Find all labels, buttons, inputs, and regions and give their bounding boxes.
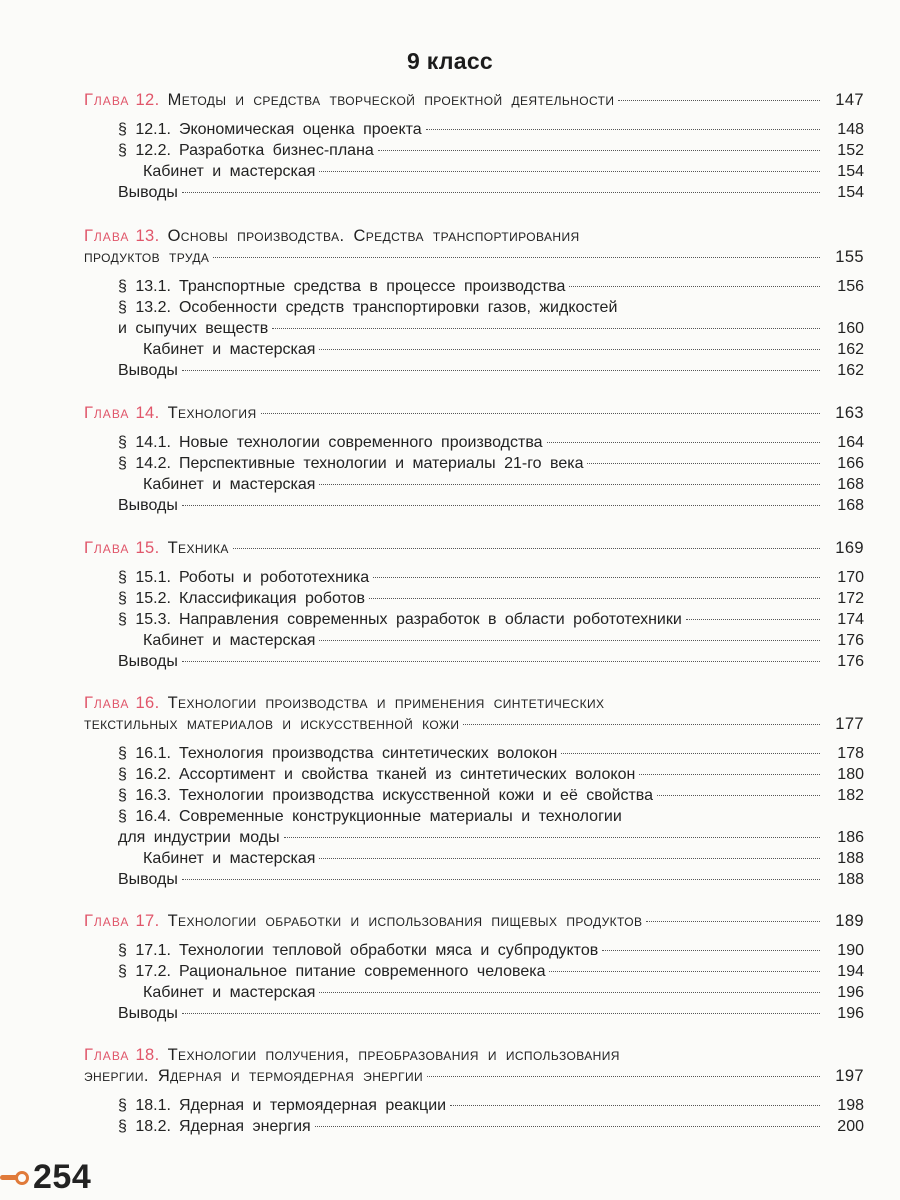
item-title: Кабинет и мастерская	[143, 850, 316, 867]
item-title: Современные конструкционные материалы и технологии	[178, 808, 622, 825]
dot-leader	[233, 548, 820, 549]
toc-item[interactable]	[84, 743, 864, 764]
item-title: Разработка бизнес-плана	[178, 142, 374, 159]
paragraph-number: § 14.2.	[118, 455, 171, 472]
paragraph-number: § 18.1.	[118, 1097, 171, 1114]
item-title: Выводы	[118, 871, 178, 888]
paragraph-number: § 13.2.	[118, 299, 171, 316]
item-title: Кабинет и мастерская	[143, 984, 316, 1001]
page-number-text: 254	[33, 1158, 92, 1196]
item-title: Кабинет и мастерская	[143, 163, 316, 180]
item-title: Кабинет и мастерская	[143, 632, 316, 649]
chapter-heading[interactable]	[84, 90, 864, 111]
page-ref: 172	[837, 590, 864, 607]
dot-leader	[657, 795, 820, 796]
chapter-18	[84, 1045, 864, 1137]
dot-leader	[369, 598, 820, 599]
chapter-number: 16.	[135, 694, 160, 712]
paragraph-number: § 18.2.	[118, 1118, 171, 1135]
toc-item[interactable]	[84, 140, 864, 161]
dot-leader	[686, 619, 820, 620]
item-title: Экономическая оценка проекта	[178, 121, 422, 138]
page-ref: 168	[837, 476, 864, 493]
chapter-number: 14.	[135, 404, 160, 422]
toc-item[interactable]	[84, 297, 864, 318]
toc-item[interactable]	[84, 432, 864, 453]
dot-leader	[182, 370, 820, 371]
chapter-number: 15.	[135, 539, 160, 557]
item-title: Выводы	[118, 184, 178, 201]
dot-leader	[561, 753, 820, 754]
page-ref: 200	[837, 1118, 864, 1135]
toc-item[interactable]	[84, 785, 864, 806]
chapter-title: Технологии производства и применения синтетических	[167, 694, 605, 712]
chapter-title: Техника	[167, 539, 229, 557]
toc-item[interactable]	[84, 940, 864, 961]
dot-leader	[618, 100, 820, 101]
item-title: Особенности средств транспортировки газов, жидкостей	[178, 299, 618, 316]
dot-leader	[182, 1013, 820, 1014]
paragraph-number: § 16.2.	[118, 766, 171, 783]
dot-leader	[319, 858, 820, 859]
dot-leader	[463, 724, 820, 725]
chapter-word: Глава	[84, 912, 130, 930]
page-ref: 169	[835, 539, 864, 557]
item-title: Ассортимент и свойства тканей из синтетических волокон	[178, 766, 636, 783]
chapter-heading[interactable]	[84, 693, 864, 714]
chapter-heading[interactable]	[84, 226, 864, 247]
page-ref: 196	[837, 984, 864, 1001]
item-title: Роботы и робототехника	[178, 569, 370, 586]
chapter-heading[interactable]	[84, 911, 864, 932]
chapter-14	[84, 403, 864, 516]
page-ref: 154	[837, 163, 864, 180]
chapter-number: 17.	[135, 912, 160, 930]
dot-leader	[426, 129, 820, 130]
page-ref: 188	[837, 871, 864, 888]
conclusions-item[interactable]	[84, 182, 864, 203]
chapter-heading[interactable]	[84, 1045, 864, 1066]
dot-leader	[569, 286, 820, 287]
dot-leader	[427, 1076, 820, 1077]
paragraph-number: § 14.1.	[118, 434, 171, 451]
paragraph-number: § 16.1.	[118, 745, 171, 762]
toc-item[interactable]	[84, 474, 864, 495]
chapter-15	[84, 538, 864, 672]
toc-item[interactable]	[84, 1095, 864, 1116]
paragraph-number: § 13.1.	[118, 278, 171, 295]
toc-item[interactable]	[84, 630, 864, 651]
chapter-word: Глава	[84, 539, 130, 557]
item-title: Ядерная энергия	[178, 1118, 311, 1135]
page-ref: 168	[837, 497, 864, 514]
page-ref: 166	[837, 455, 864, 472]
toc-item-cont[interactable]	[84, 318, 864, 339]
toc-item[interactable]	[84, 961, 864, 982]
page-ref: 170	[837, 569, 864, 586]
chapter-heading[interactable]	[84, 538, 864, 559]
chapter-heading[interactable]	[84, 403, 864, 424]
page-ref: 194	[837, 963, 864, 980]
dot-leader	[182, 879, 820, 880]
page-ref: 188	[837, 850, 864, 867]
dot-leader	[315, 1126, 820, 1127]
page-ref: 160	[837, 320, 864, 337]
paragraph-number: § 16.3.	[118, 787, 171, 804]
item-title: Технологии тепловой обработки мяса и субпродуктов	[178, 942, 599, 959]
chapter-heading-cont[interactable]	[84, 714, 864, 735]
chapter-title: Методы и средства творческой проектной деятельности	[167, 91, 615, 109]
toc-item[interactable]	[84, 453, 864, 474]
dot-leader	[182, 192, 820, 193]
conclusions-item[interactable]	[84, 651, 864, 672]
dot-leader	[319, 171, 820, 172]
dot-leader	[602, 950, 820, 951]
page-ref: 182	[837, 787, 864, 804]
chapter-17	[84, 911, 864, 1024]
page-ref: 178	[837, 745, 864, 762]
page-ref: 154	[837, 184, 864, 201]
chapter-title: Технология	[167, 404, 257, 422]
item-title: Классификация роботов	[178, 590, 366, 607]
dot-leader	[547, 442, 820, 443]
toc-item[interactable]	[84, 764, 864, 785]
page-ref: 189	[835, 912, 864, 930]
dot-leader	[587, 463, 820, 464]
chapter-word: Глава	[84, 404, 130, 422]
conclusions-item[interactable]	[84, 869, 864, 890]
page-ref: 164	[837, 434, 864, 451]
page-marker-circle-icon	[15, 1171, 29, 1185]
page-ref: 156	[837, 278, 864, 295]
toc-item[interactable]	[84, 339, 864, 360]
page-ref: 155	[835, 248, 864, 266]
paragraph-number: § 16.4.	[118, 808, 171, 825]
conclusions-item[interactable]	[84, 1003, 864, 1024]
toc-item[interactable]	[84, 161, 864, 182]
toc-item[interactable]	[84, 609, 864, 630]
page-ref: 176	[837, 632, 864, 649]
page-ref: 197	[835, 1067, 864, 1085]
dot-leader	[378, 150, 820, 151]
chapter-13	[84, 226, 864, 381]
item-title: Выводы	[118, 497, 178, 514]
item-title: Технология производства синтетических волокон	[178, 745, 558, 762]
chapter-title: Технологии получения, преобразования и использования	[167, 1046, 620, 1064]
dot-leader	[261, 413, 820, 414]
dot-leader	[450, 1105, 820, 1106]
item-title: Выводы	[118, 1005, 178, 1022]
item-title: Выводы	[118, 653, 178, 670]
dot-leader	[182, 661, 820, 662]
page-ref: 148	[837, 121, 864, 138]
page-ref: 190	[837, 942, 864, 959]
page-ref: 162	[837, 362, 864, 379]
dot-leader	[319, 992, 820, 993]
dot-leader	[549, 971, 820, 972]
chapter-12	[84, 90, 864, 203]
toc-item[interactable]	[84, 567, 864, 588]
page-ref: 176	[837, 653, 864, 670]
dot-leader	[319, 640, 820, 641]
toc-item[interactable]	[84, 588, 864, 609]
page-ref: 186	[837, 829, 864, 846]
dot-leader	[319, 484, 820, 485]
chapter-word: Глава	[84, 91, 130, 109]
page-ref: 177	[835, 715, 864, 733]
chapter-number: 12.	[135, 91, 160, 109]
toc-item[interactable]	[84, 806, 864, 827]
page-ref: 174	[837, 611, 864, 628]
page-ref: 163	[835, 404, 864, 422]
dot-leader	[284, 837, 820, 838]
chapter-word: Глава	[84, 694, 130, 712]
dot-leader	[182, 505, 820, 506]
item-title: Направления современных разработок в области робототехники	[178, 611, 682, 628]
item-title: Ядерная и термоядерная реакции	[178, 1097, 447, 1114]
chapter-title-cont: текстильных материалов и искусственной кожи	[84, 715, 460, 733]
toc-item[interactable]	[84, 276, 864, 297]
chapter-title: Основы производства. Средства транспортирования	[167, 227, 580, 245]
paragraph-number: § 12.1.	[118, 121, 171, 138]
item-title: Новые технологии современного производства	[178, 434, 543, 451]
item-title: Технологии производства искусственной кожи и её свойства	[178, 787, 653, 804]
item-title: Кабинет и мастерская	[143, 476, 316, 493]
item-title: Транспортные средства в процессе производства	[178, 278, 566, 295]
page-ref: 147	[835, 91, 864, 109]
toc-item[interactable]	[84, 848, 864, 869]
item-title: Кабинет и мастерская	[143, 341, 316, 358]
toc-item[interactable]	[84, 982, 864, 1003]
chapter-number: 13.	[135, 227, 160, 245]
paragraph-number: § 12.2.	[118, 142, 171, 159]
paragraph-number: § 15.2.	[118, 590, 171, 607]
dot-leader	[319, 349, 820, 350]
toc-item[interactable]	[84, 119, 864, 140]
item-title: Перспективные технологии и материалы 21-го века	[178, 455, 584, 472]
toc-item-cont[interactable]	[84, 827, 864, 848]
item-title: Выводы	[118, 362, 178, 379]
dot-leader	[639, 774, 820, 775]
chapter-heading-cont[interactable]	[84, 1066, 864, 1087]
chapter-number: 18.	[135, 1046, 160, 1064]
dot-leader	[272, 328, 820, 329]
item-title: Рациональное питание современного человека	[178, 963, 546, 980]
page-number	[0, 1158, 91, 1197]
page-ref: 180	[837, 766, 864, 783]
chapter-16	[84, 693, 864, 890]
page-ref: 198	[837, 1097, 864, 1114]
chapter-word: Глава	[84, 227, 130, 245]
conclusions-item[interactable]	[84, 360, 864, 381]
conclusions-item[interactable]	[84, 495, 864, 516]
chapter-title: Технологии обработки и использования пищевых продуктов	[167, 912, 643, 930]
grade-title: 9 класс	[406, 48, 494, 74]
chapter-title-cont: энергии. Ядерная и термоядерная энергии	[84, 1067, 424, 1085]
chapter-heading-cont[interactable]	[84, 247, 864, 268]
paragraph-number: § 15.1.	[118, 569, 171, 586]
page-ref: 162	[837, 341, 864, 358]
page-ref: 152	[837, 142, 864, 159]
dot-leader	[213, 257, 820, 258]
paragraph-number: § 15.3.	[118, 611, 171, 628]
page-ref: 196	[837, 1005, 864, 1022]
item-title-cont: для индустрии моды	[118, 829, 280, 846]
paragraph-number: § 17.2.	[118, 963, 171, 980]
chapter-title-cont: продуктов труда	[84, 248, 210, 266]
toc-item[interactable]	[84, 1116, 864, 1137]
dot-leader	[373, 577, 820, 578]
dot-leader	[646, 921, 820, 922]
paragraph-number: § 17.1.	[118, 942, 171, 959]
item-title-cont: и сыпучих веществ	[118, 320, 269, 337]
chapter-word: Глава	[84, 1046, 130, 1064]
